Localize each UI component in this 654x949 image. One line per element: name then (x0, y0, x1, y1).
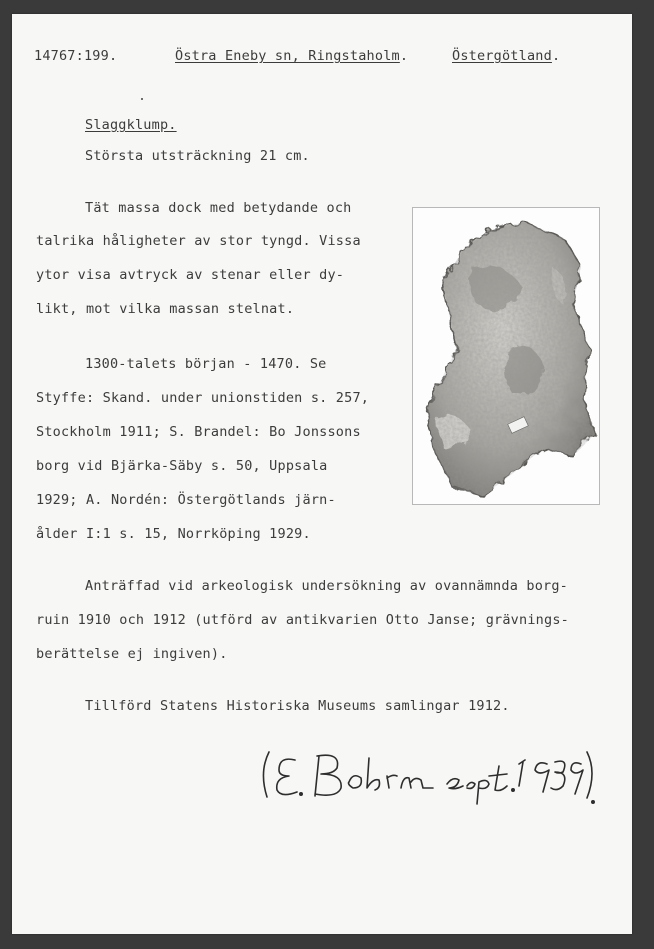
ink-dot (141, 98, 143, 100)
region-period: . (551, 48, 561, 64)
description-line: Tät massa dock med betydande och (85, 200, 352, 216)
description-line: likt, mot vilka massan stelnat. (36, 301, 295, 317)
handwritten-signature (257, 742, 597, 812)
location-text: Östra Eneby sn, Ringstaholm (175, 48, 400, 64)
acquisition-note: Tillförd Statens Historiska Museums samlingar 1912. (85, 698, 510, 714)
dating-line: 1300-talets början - 1470. Se (85, 356, 327, 372)
region-text: Östergötland (452, 48, 552, 64)
found-line: ruin 1910 och 1912 (utförd av antikvarien Otto Janse; grävnings- (36, 612, 569, 628)
location-period: . (399, 48, 409, 64)
header-location (175, 48, 408, 64)
description-line: ytor visa avtryck av stenar eller dy- (36, 267, 345, 283)
slag-lump-image (413, 208, 599, 504)
dating-line: Stockholm 1911; S. Brandel: Bo Jonssons (36, 424, 361, 440)
dating-line: ålder I:1 s. 15, Norrköping 1929. (36, 526, 311, 542)
dating-line: Styffe: Skand. under unionstiden s. 257, (36, 390, 370, 406)
object-dimension: Största utsträckning 21 cm. (85, 148, 310, 164)
catalog-number: 14767:199. (34, 48, 118, 64)
header-region (452, 48, 560, 64)
object-title: Slaggklump. (85, 117, 177, 133)
found-line: Anträffad vid arkeologisk undersökning av ovannämnda borg- (85, 578, 569, 594)
dating-line: borg vid Bjärka-Säby s. 50, Uppsala (36, 458, 328, 474)
catalog-card (12, 14, 632, 934)
artifact-photo (412, 207, 600, 505)
description-line: talrika håligheter av stor tyngd. Vissa (36, 233, 361, 249)
found-line: berättelse ej ingiven). (36, 646, 228, 662)
dating-line: 1929; A. Nordén: Östergötlands järn- (36, 492, 336, 508)
